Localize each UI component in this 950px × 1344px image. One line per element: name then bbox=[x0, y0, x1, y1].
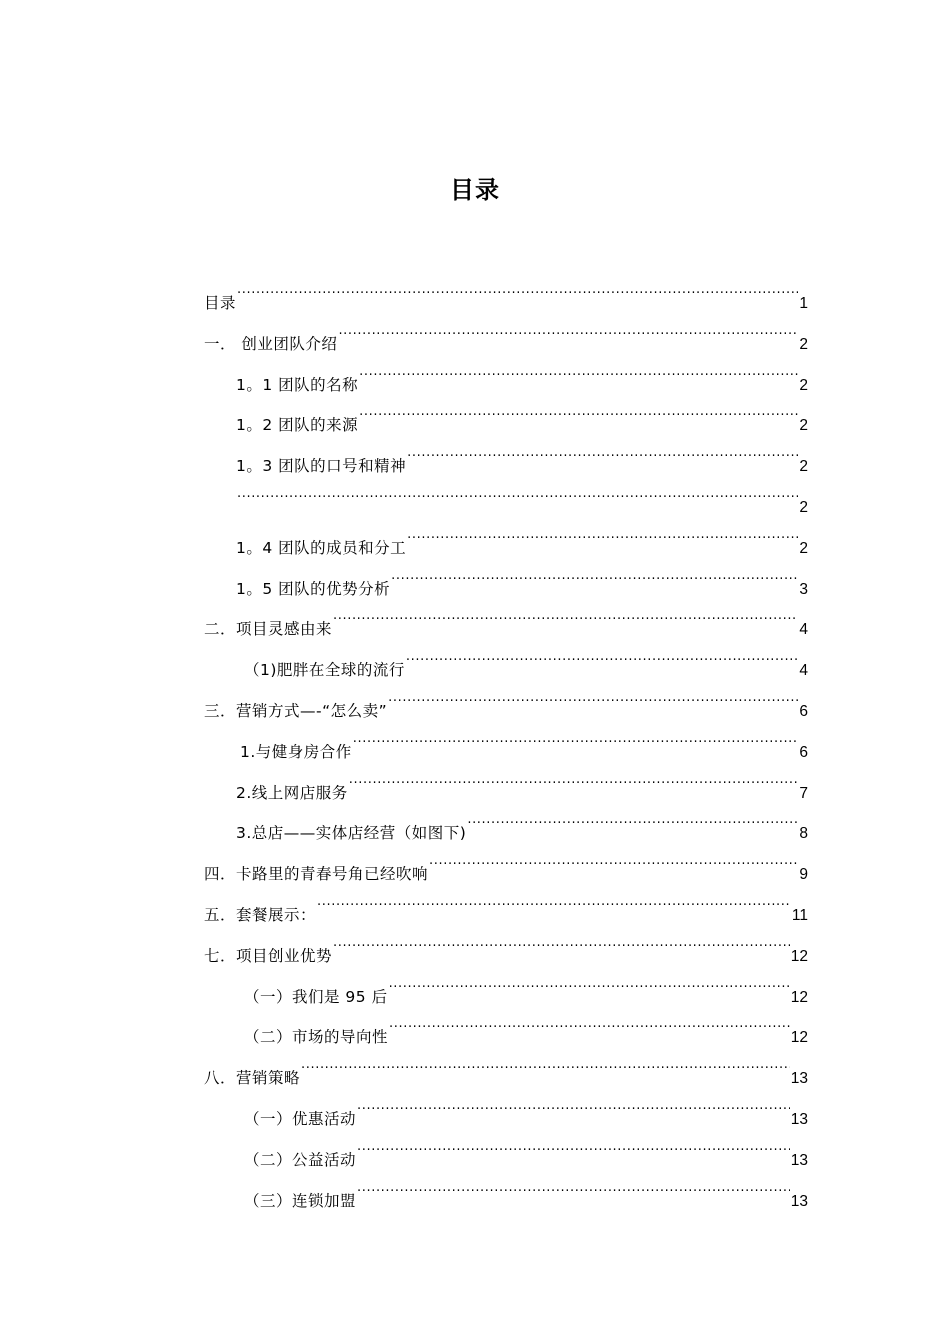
toc-entry[interactable] bbox=[204, 1096, 808, 1137]
toc-entry-text: 一． 创业团队介绍 bbox=[204, 334, 338, 353]
toc-page-number: 13 bbox=[790, 1110, 808, 1128]
toc-page-number: 1 bbox=[799, 295, 808, 312]
toc-page-number: 12 bbox=[790, 988, 808, 1006]
toc-entry-text: （三）连锁加盟 bbox=[244, 1191, 357, 1210]
toc-entry[interactable] bbox=[204, 892, 808, 933]
toc-entry[interactable] bbox=[204, 688, 808, 729]
toc-entry-text: 三．营销方式—-“怎么卖” bbox=[204, 701, 388, 720]
toc-entry[interactable] bbox=[204, 1014, 808, 1055]
toc-page-number: 3 bbox=[799, 580, 808, 598]
toc-page-number: 2 bbox=[799, 539, 808, 557]
toc-page-number: 2 bbox=[799, 498, 808, 516]
toc-entry-text: 1。4 团队的成员和分工 bbox=[236, 538, 407, 557]
toc-entry-text: （二）市场的导向性 bbox=[244, 1028, 389, 1047]
toc-dot-leader bbox=[301, 1055, 790, 1083]
toc-dot-leader bbox=[359, 402, 798, 430]
toc-page-number: 12 bbox=[790, 1029, 808, 1047]
toc-page-number: 4 bbox=[799, 662, 808, 680]
toc-dot-leader bbox=[388, 688, 798, 716]
toc-entry[interactable] bbox=[204, 606, 808, 647]
toc-page-number: 2 bbox=[799, 417, 808, 435]
toc-entry[interactable] bbox=[204, 1055, 808, 1096]
toc-page-number: 13 bbox=[790, 1151, 808, 1169]
toc-entry[interactable] bbox=[204, 443, 808, 484]
toc-entry-text: 目录 bbox=[204, 294, 237, 312]
toc-entry-text: 1。5 团队的优势分析 bbox=[236, 579, 391, 598]
toc-entry-text: （二）公益活动 bbox=[244, 1150, 357, 1169]
toc-dot-leader bbox=[389, 974, 790, 1002]
toc-entry[interactable] bbox=[204, 974, 808, 1015]
toc-dot-leader bbox=[391, 566, 798, 594]
toc-dot-leader bbox=[333, 933, 790, 961]
toc-entry[interactable] bbox=[204, 1178, 808, 1219]
toc-page-number: 6 bbox=[799, 743, 808, 761]
toc-entry-text: 1。2 团队的来源 bbox=[236, 416, 359, 435]
toc-dot-leader bbox=[317, 892, 791, 920]
toc-entry-text: 1。3 团队的口号和精神 bbox=[236, 457, 407, 476]
toc-entry-text: （一）我们是 95 后 bbox=[244, 987, 388, 1006]
toc-dot-leader bbox=[353, 729, 799, 757]
toc-dot-leader bbox=[429, 851, 798, 879]
toc-dot-leader bbox=[406, 647, 798, 675]
toc-entry[interactable] bbox=[204, 1137, 808, 1178]
toc-dot-leader bbox=[357, 1096, 790, 1124]
toc-page-number: 2 bbox=[799, 458, 808, 476]
toc-entry-text: 四．卡路里的青春号角已经吹响 bbox=[204, 865, 429, 884]
toc-dot-leader bbox=[349, 770, 799, 798]
toc-entry[interactable] bbox=[204, 810, 808, 851]
toc-dot-leader bbox=[407, 443, 798, 471]
toc-page-number: 13 bbox=[790, 1192, 808, 1210]
toc-entry[interactable] bbox=[204, 851, 808, 892]
toc-entry-text: 1。1 团队的名称 bbox=[236, 375, 359, 394]
toc-title: 目录 bbox=[450, 176, 500, 204]
toc-entry-text: 3.总店——实体店经营（如图下) bbox=[236, 824, 467, 843]
toc-entry-text: （1)肥胖在全球的流行 bbox=[244, 661, 405, 680]
toc-page-number: 12 bbox=[790, 947, 808, 965]
toc-page-number: 6 bbox=[799, 702, 808, 720]
toc-page-number: 11 bbox=[791, 906, 808, 924]
toc-entry-text: （一）优惠活动 bbox=[244, 1109, 357, 1128]
toc-dot-leader bbox=[357, 1178, 790, 1206]
toc-entry[interactable] bbox=[204, 566, 808, 607]
toc-entry[interactable] bbox=[204, 933, 808, 974]
toc-dot-leader bbox=[359, 362, 798, 390]
toc-dot-leader bbox=[333, 606, 798, 634]
toc-entry-text: 2.线上网店服务 bbox=[236, 783, 348, 802]
toc-entry[interactable] bbox=[204, 647, 808, 688]
toc-dot-leader bbox=[467, 810, 798, 838]
toc-dot-leader bbox=[357, 1137, 790, 1165]
toc-entry[interactable] bbox=[204, 770, 808, 811]
toc-entry[interactable] bbox=[204, 402, 808, 443]
toc-entry-text: 二．项目灵感由来 bbox=[204, 620, 333, 639]
toc-dot-leader bbox=[338, 321, 798, 349]
toc-page-number: 7 bbox=[799, 784, 808, 802]
toc-dot-leader bbox=[237, 280, 798, 308]
toc-entry-text: 七．项目创业优势 bbox=[204, 946, 333, 965]
toc-page-number: 2 bbox=[799, 335, 808, 353]
toc-page-number: 8 bbox=[799, 825, 808, 843]
toc-dot-leader bbox=[237, 484, 798, 512]
toc-dot-leader bbox=[407, 525, 798, 553]
toc-page-number: 4 bbox=[799, 621, 808, 639]
toc-entry[interactable] bbox=[204, 729, 808, 770]
toc-page-number: 2 bbox=[799, 376, 808, 394]
toc-entry[interactable] bbox=[204, 362, 808, 403]
toc-entry-text: 1.与健身房合作 bbox=[240, 742, 352, 761]
toc-entry-text: 五．套餐展示： bbox=[204, 905, 317, 924]
toc-entry[interactable] bbox=[204, 280, 808, 321]
toc-entry[interactable] bbox=[204, 321, 808, 362]
toc-entry[interactable] bbox=[204, 525, 808, 566]
toc-entry[interactable] bbox=[204, 484, 808, 525]
table-of-contents bbox=[204, 280, 808, 1218]
toc-entry-text: 八．营销策略 bbox=[204, 1069, 301, 1088]
toc-page-number: 13 bbox=[790, 1070, 808, 1088]
toc-page-number: 9 bbox=[799, 866, 808, 884]
toc-dot-leader bbox=[389, 1014, 790, 1042]
